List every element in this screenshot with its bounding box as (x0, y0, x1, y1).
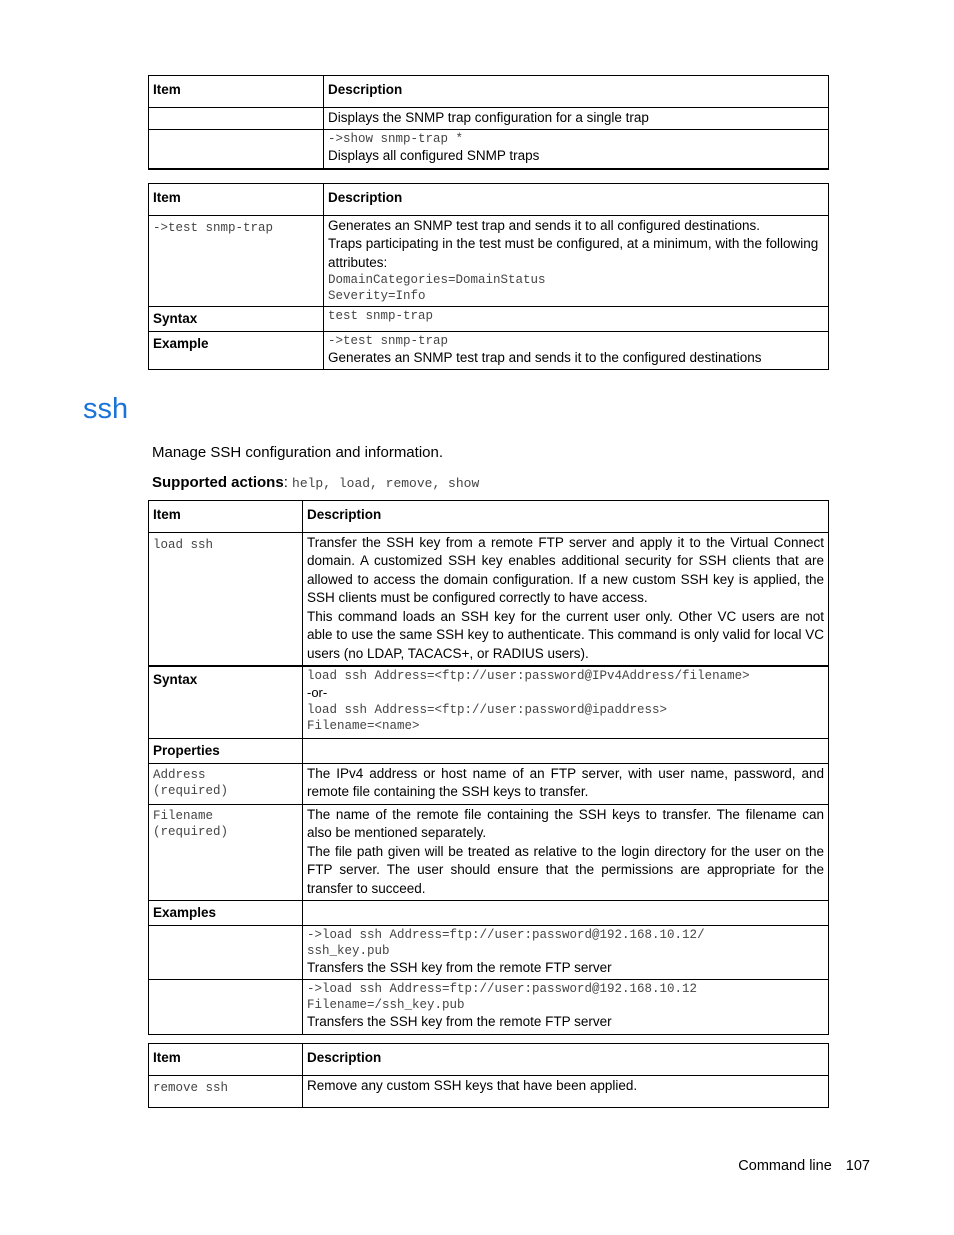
example-code: ->load ssh Address=ftp://user:password@192.168.10.12/ (307, 927, 705, 942)
item-cell (149, 107, 324, 130)
supported-actions-sep: : (283, 474, 293, 491)
description-text: Displays the SNMP trap configuration for a single trap (328, 109, 649, 125)
example-cell (303, 980, 829, 1035)
header-item: Item (149, 1044, 303, 1076)
table-row (149, 925, 829, 980)
table-row (149, 739, 829, 764)
property-description (303, 804, 829, 901)
command-name: load ssh (153, 537, 214, 552)
examples-label: Examples (149, 901, 303, 926)
remove-ssh-table (148, 1043, 829, 1108)
description-cell (324, 215, 829, 307)
syntax-cell (324, 307, 829, 332)
description-cell (324, 130, 829, 169)
command-name: ->test snmp-trap (153, 220, 274, 235)
table-row (149, 130, 829, 169)
example-text: Transfers the SSH key from the remote FTP server (307, 1014, 612, 1029)
syntax-or: -or- (307, 685, 328, 700)
description-text: Generates an SNMP test trap and sends it to all configured destinations. (328, 217, 760, 233)
page-number: 107 (845, 1158, 870, 1174)
page-footer (738, 1158, 870, 1174)
table-header-row (149, 1044, 829, 1076)
load-ssh-table (148, 500, 829, 1035)
table-row (149, 307, 829, 332)
table-row (149, 215, 829, 307)
table-row (149, 901, 829, 926)
section-intro: Manage SSH configuration and information. (152, 444, 444, 461)
command-cell (149, 1075, 303, 1107)
syntax-code: load ssh Address=<ftp://user:password@IPv4Address/filename> (307, 669, 750, 683)
description-text: Displays all configured SNMP traps (328, 148, 540, 163)
snmp-test-table (148, 183, 829, 370)
empty-cell (149, 980, 303, 1035)
header-item: Item (149, 501, 303, 533)
property-name: Address (153, 767, 206, 782)
example-code: ssh_key.pub (307, 943, 390, 958)
example-cell (303, 925, 829, 980)
empty-cell (303, 901, 829, 926)
table-row (149, 331, 829, 370)
table-row (149, 763, 829, 804)
table-row (149, 980, 829, 1035)
table-header-row (149, 76, 829, 108)
syntax-label: Syntax (149, 307, 324, 332)
supported-actions (152, 474, 479, 491)
example-label: Example (149, 331, 324, 370)
syntax-code: load ssh Address=<ftp://user:password@ipaddress> (307, 703, 668, 717)
table-row (149, 1075, 829, 1107)
properties-label: Properties (149, 739, 303, 764)
description-cell (303, 1075, 829, 1107)
supported-actions-list: help, load, remove, show (292, 476, 480, 491)
syntax-label: Syntax (149, 666, 303, 739)
table-row (149, 107, 829, 130)
property-required: (required) (153, 783, 229, 798)
description-text: This command loads an SSH key for the current user only. Other VC users are not able to use the same SSH key to authenticate. This command is only valid for local VC users (no LDAP, TACACS+, or RADIUS users). (307, 608, 824, 661)
command-cell (149, 215, 324, 307)
description-cell (324, 107, 829, 130)
header-description: Description (324, 184, 829, 216)
header-description: Description (303, 501, 829, 533)
description-text: The file path given will be treated as relative to the login directory for the user on the FTP server. The user should ensure that the permissions are appropriate for the transfer to succeed. (307, 843, 824, 896)
description-text: The name of the remote file containing the SSH keys to transfer. The filename can also be mentioned separately. (307, 806, 824, 840)
footer-section: Command line (738, 1158, 832, 1174)
syntax-cell (303, 666, 829, 739)
description-text: Remove any custom SSH keys that have been applied. (307, 1077, 638, 1093)
description-text: Traps participating in the test must be configured, at a minimum, with the following attributes: (328, 236, 819, 270)
header-description: Description (303, 1044, 829, 1076)
syntax-code: test snmp-trap (328, 309, 434, 323)
property-name: Filename (153, 808, 214, 823)
example-cell (324, 331, 829, 370)
table-header-row (149, 501, 829, 533)
header-item: Item (149, 184, 324, 216)
property-description: The IPv4 address or host name of an FTP server, with user name, password, and remote file containing the SSH keys to transfer. (303, 763, 829, 804)
syntax-code: Filename=<name> (307, 719, 420, 733)
property-name-cell (149, 804, 303, 901)
code-line: ->show snmp-trap * (328, 132, 464, 146)
description-cell (303, 532, 829, 666)
item-cell (149, 130, 324, 169)
table-row (149, 532, 829, 666)
header-item: Item (149, 76, 324, 108)
example-code: ->load ssh Address=ftp://user:password@192.168.10.12 (307, 982, 698, 996)
example-code: Filename=/ssh_key.pub (307, 998, 465, 1012)
table-row (149, 804, 829, 901)
property-required: (required) (153, 824, 229, 839)
empty-cell (149, 925, 303, 980)
code-line: Severity=Info (328, 289, 426, 303)
property-name-cell (149, 763, 303, 804)
command-cell (149, 532, 303, 666)
example-text: Generates an SNMP test trap and sends it to the configured destinations (328, 349, 762, 365)
command-name: remove ssh (153, 1080, 229, 1095)
snmp-show-table (148, 75, 829, 170)
header-description: Description (324, 76, 829, 108)
description-text: Transfer the SSH key from a remote FTP server and apply it to the Virtual Connect domain. A customized SSH key enables additional security for SSH clients that are allowed to access the domain configuration. If a new custom SSH key is applied, the SSH clients must be configured correctly to have access. (307, 534, 824, 605)
example-text: Transfers the SSH key from the remote FTP server (307, 959, 612, 975)
supported-actions-label: Supported actions (152, 474, 284, 491)
example-code: ->test snmp-trap (328, 333, 449, 348)
section-title: ssh (83, 393, 129, 425)
table-row (149, 666, 829, 739)
table-header-row (149, 184, 829, 216)
code-line: DomainCategories=DomainStatus (328, 273, 546, 287)
empty-cell (303, 739, 829, 764)
